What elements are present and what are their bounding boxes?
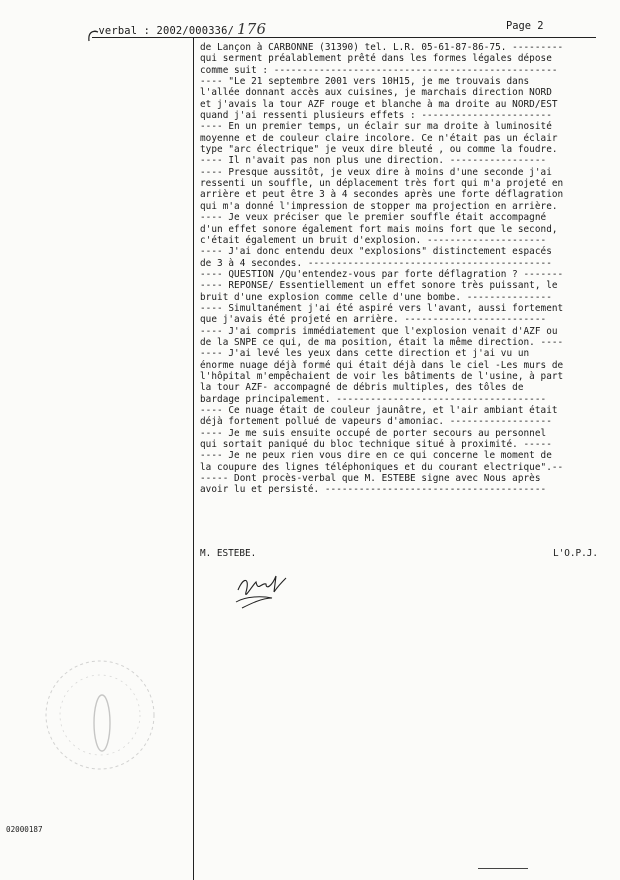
body-line: de la SNPE ce qui, de ma position, était la même direction. ---- — [200, 336, 564, 348]
body-line: ---- J'ai levé les yeux dans cette direction et j'ai vu un — [200, 348, 530, 360]
signer-name: M. ESTEBE. — [200, 548, 257, 559]
body-line: c'était également un bruit d'explosion. --------------------- — [200, 234, 547, 246]
body-line: ---- J'ai compris immédiatement que l'explosion venait d'AZF ou — [200, 325, 558, 337]
body-line: ---- Je me suis ensuite occupé de porter secours au personnel — [200, 427, 547, 439]
page-number: Page 2 — [506, 20, 544, 32]
margin-rule — [193, 38, 194, 880]
body-line: avoir lu et persisté. --------------------------------------- — [200, 484, 547, 496]
body-line: et j'avais la tour AZF rouge et blanche à ma droite au NORD/EST — [200, 98, 558, 110]
body-line: moyenne et de couleur claire incolore. Ce n'était pas un éclair — [200, 132, 558, 144]
body-line: bruit d'une explosion comme celle d'une bombe. --------------- — [200, 291, 552, 303]
testimony-body — [200, 42, 606, 496]
signature-row — [200, 548, 598, 559]
body-line: qui m'a donné l'impression de stopper ma projection en arrière. — [200, 200, 558, 212]
body-line: qui sortait paniqué du bloc technique situé à proximité. ----- — [200, 439, 552, 451]
handwritten-page-number: 176 — [237, 20, 267, 38]
body-line: ressenti un souffle, un déplacement très fort qui m'a projeté en — [200, 178, 564, 190]
body-line: ---- QUESTION /Qu'entendez-vous par forte déflagration ? ------- — [200, 268, 564, 280]
header-reference — [92, 20, 266, 38]
body-line: ----- Dont procès-verbal que M. ESTEBE signe avec Nous après — [200, 473, 541, 485]
body-line: la tour AZF- accompagné de débris multiples, des tôles de — [200, 382, 524, 394]
body-line: de 3 à 4 secondes. ------------------------------------------- — [200, 257, 552, 269]
body-line: l'hôpital m'empêchaient de voir les bâtiments de l'usine, à part — [200, 370, 564, 382]
body-line: déjà fortement pollué de vapeurs d'amoniac. ------------------ — [200, 416, 552, 428]
handwritten-signature — [232, 568, 292, 612]
officer-label: L'O.P.J. — [552, 548, 598, 559]
document-number: 02000187 — [6, 825, 43, 834]
body-line: ---- REPONSE/ Essentiellement un effet sonore très puissant, le — [200, 280, 558, 292]
body-line: bardage principalement. ------------------------------------- — [200, 393, 547, 405]
body-line: d'un effet sonore également fort mais moins fort que le second, — [200, 223, 558, 235]
body-line: ---- Il n'avait pas non plus une direction. ----------------- — [200, 155, 547, 167]
body-line: comme suit : -------------------------------------------------- — [200, 64, 558, 76]
body-line: ---- "Le 21 septembre 2001 vers 10H15, je me trouvais dans — [200, 76, 530, 88]
body-line: ---- J'ai donc entendu deux "explosions" distinctement espacés — [200, 246, 552, 258]
body-line: énorme nuage déjà formé qui était déjà dans le ciel -Les murs de — [200, 359, 564, 371]
body-line: que j'avais été projeté en arrière. ------------------------- — [200, 314, 547, 326]
bottom-edge-mark — [478, 868, 528, 869]
body-line: l'allée donnant accès aux cuisines, je marchais direction NORD — [200, 87, 552, 99]
body-line: arrière et peut être 3 à 4 secondes après une forte déflagration — [200, 189, 564, 201]
body-line: ---- Presque aussitôt, je veux dire à moins d'une seconde j'ai — [200, 166, 552, 178]
body-line: ---- Ce nuage était de couleur jaunâtre, et l'air ambiant était — [200, 405, 558, 416]
body-line: ---- Je veux préciser que le premier souffle était accompagné — [200, 212, 547, 224]
body-line: ---- En un premier temps, un éclair sur ma droite à luminosité — [200, 121, 552, 133]
body-line: de Lançon à CARBONNE (31390) tel. L.R. 05-61-87-86-75. --------- — [200, 42, 564, 53]
official-seal-stamp — [40, 655, 160, 775]
body-line: qui serment préalablement prêté dans les formes légales dépose — [200, 53, 552, 65]
margin-curl-mark — [86, 30, 100, 42]
header-reference-text: -verbal : 2002/000336/ — [92, 25, 235, 37]
body-line: quand j'ai ressenti plusieurs effets : ----------------------- — [200, 110, 552, 122]
body-line: ---- Simultanément j'ai été aspiré vers l'avant, aussi fortement — [200, 302, 564, 314]
header-rule — [92, 37, 596, 38]
body-line: ---- Je ne peux rien vous dire en ce qui concerne le moment de — [200, 450, 552, 462]
body-line: type "arc électrique" je veux dire bleuté , ou comme la foudre. — [200, 144, 558, 156]
body-line: la coupure des lignes téléphoniques et du courant electrique".-- — [200, 461, 564, 473]
